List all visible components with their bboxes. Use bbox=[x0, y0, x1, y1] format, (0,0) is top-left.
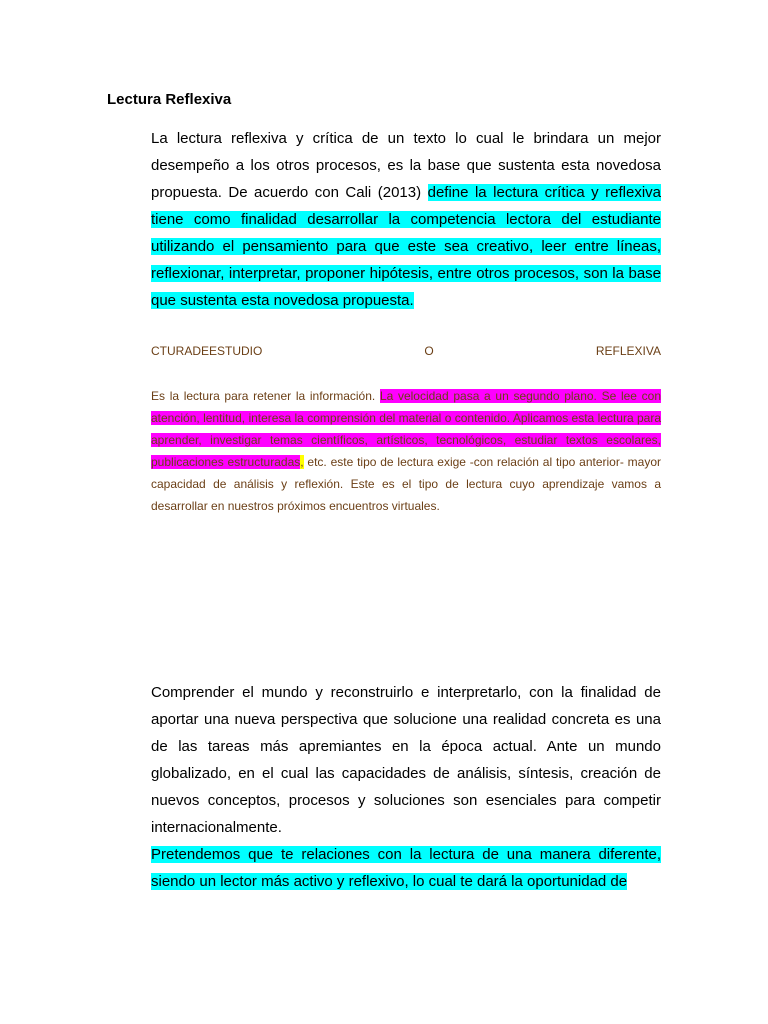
paragraph-study-reading bbox=[151, 385, 661, 517]
paragraph-intro-highlight: define la lectura crítica y reflexiva tiene como finalidad desarrollar la competencia lectora del estudiante utilizando el pensamiento para que este sea creativo, leer entre líneas, reflexionar, interpretar, proponer hipótesis, entre otros procesos, son la base que sustenta esta novedosa propuesta. bbox=[151, 184, 661, 309]
subheading-part-1: CTURADEESTUDIO bbox=[151, 344, 263, 358]
paragraph-intent-highlight: Pretendemos que te relaciones con la lectura de una manera diferente, siendo un lector más activo y reflexivo, lo cual te dará la oportunidad de bbox=[151, 846, 661, 890]
paragraph-study-text-end: etc. este tipo de lectura exige -con relación al tipo anterior- mayor capacidad de análisis y reflexión. Este es el tipo de lectura cuyo aprendizaje vamos a desarrollar en nuestros próximos encuentros virtuales. bbox=[151, 455, 661, 513]
paragraph-understanding-text: Comprender el mundo y reconstruirlo e interpretarlo, con la finalidad de aportar una nueva perspectiva que solucione una realidad concreta es una de las tareas más apremiantes en la época actual. Ante un mundo globalizado, en el cual las capacidades de análisis, síntesis, creación de nuevos conceptos, procesos y soluciones son esenciales para competir internacionalmente. bbox=[151, 684, 661, 836]
subheading-part-3: REFLEXIVA bbox=[595, 344, 661, 358]
paragraph-intro bbox=[151, 125, 661, 314]
paragraph-understanding bbox=[151, 679, 661, 895]
subheading-part-2: O bbox=[424, 344, 434, 358]
paragraph-study-yellow-mark: , bbox=[300, 455, 304, 469]
section-subheading bbox=[151, 344, 661, 358]
paragraph-study-text-start: Es la lectura para retener la información. bbox=[151, 389, 380, 403]
document-title: Lectura Reflexiva bbox=[107, 91, 232, 108]
paragraph-study-highlight: La velocidad pasa a un segundo plano. Se lee con atención, lentitud, interesa la comprensión del material o contenido. Aplicamos esta lectura para aprender, investigar temas científicos, artísticos, tecnológicos, estudiar textos escolares, publicaciones estructuradas bbox=[151, 389, 661, 469]
paragraph-intro-text: La lectura reflexiva y crítica de un texto lo cual le brindara un mejor desempeño a los otros procesos, es la base que sustenta esta novedosa propuesta. De acuerdo con Cali (2013) bbox=[151, 130, 661, 201]
